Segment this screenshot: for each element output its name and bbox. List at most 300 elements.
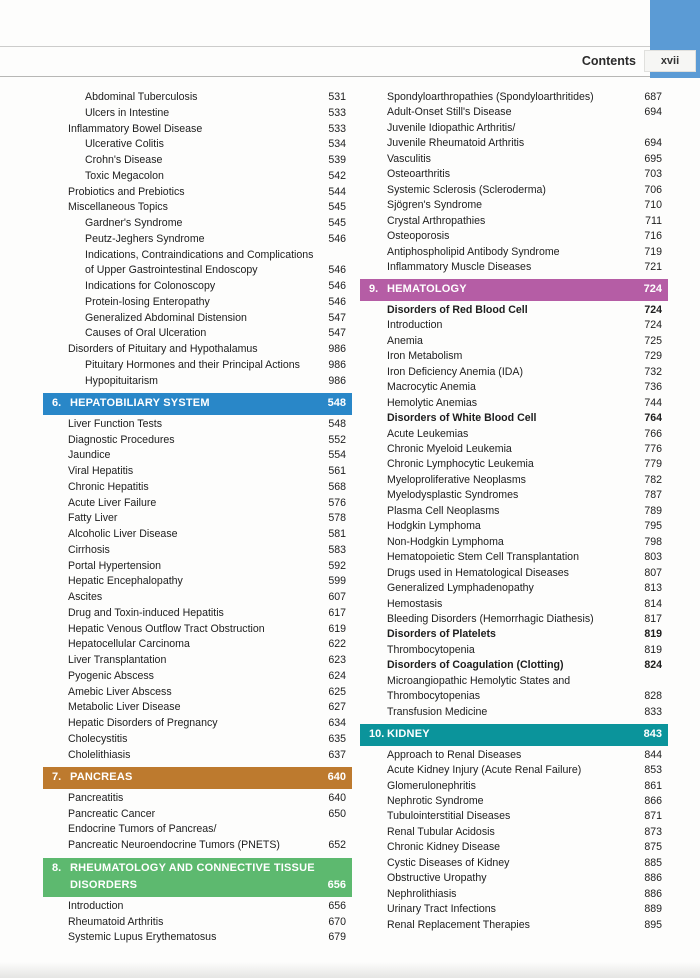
toc-entry (43, 748, 352, 764)
toc-column-left (43, 90, 352, 946)
toc-entry (360, 918, 668, 933)
toc-entry (43, 915, 352, 931)
toc-entry-title: Introduction (68, 899, 124, 912)
toc-entry-page: 545 (328, 201, 346, 214)
toc-entry-title: Vasculitis (387, 152, 431, 165)
toc-entry-page: 637 (328, 748, 346, 761)
toc-entry (43, 930, 352, 946)
toc-entry-title: Chronic Myeloid Leukemia (387, 443, 512, 456)
toc-entry (43, 200, 352, 216)
toc-section-number: 7. (52, 771, 62, 784)
toc-entry (43, 637, 352, 653)
toc-section-number: 8. (52, 861, 62, 874)
toc-entry-page: 542 (328, 169, 346, 182)
toc-section-page: 548 (327, 397, 346, 410)
toc-entry-page: 624 (328, 669, 346, 682)
toc-entry-title: Liver Transplantation (68, 654, 167, 666)
toc-section-page: 724 (643, 283, 662, 296)
toc-entry-title: Gardner's Syndrome (85, 217, 183, 229)
toc-entry-page: 814 (644, 597, 662, 610)
toc-entry-title: Jaundice (68, 449, 111, 462)
toc-entry-title: Alcoholic Liver Disease (68, 528, 178, 540)
toc-entry-title: Urinary Tract Infections (387, 903, 496, 916)
toc-entry-page: 546 (328, 232, 346, 245)
toc-entry (43, 511, 352, 527)
toc-entry-title: Hodgkin Lymphoma (387, 520, 481, 533)
toc-entry-page: 710 (644, 199, 662, 212)
toc-entry-page: 554 (328, 449, 346, 462)
toc-section-header (43, 393, 352, 415)
toc-entry-title: Hepatic Disorders of Pregnancy (68, 717, 218, 729)
toc-entry-title: Abdominal Tuberculosis (85, 91, 198, 103)
toc-entry-title: Juvenile Idiopathic Arthritis/ (387, 121, 516, 134)
page-bottom-shadow (0, 962, 700, 978)
toc-entry-title: Crohn's Disease (85, 154, 163, 166)
toc-entry-page: 721 (644, 260, 662, 273)
toc-entry (360, 748, 668, 763)
toc-entry-title: Pancreatitis (68, 791, 124, 804)
toc-entry-title: Indications, Contraindications and Complications (85, 248, 314, 261)
toc-entry-page: 533 (328, 122, 346, 135)
toc-entry (360, 214, 668, 229)
toc-entry-title: Antiphospholipid Antibody Syndrome (387, 245, 560, 258)
toc-entry-page: 886 (644, 887, 662, 900)
toc-entry-page: 544 (328, 185, 346, 198)
toc-entry-page: 687 (644, 91, 662, 103)
toc-entry-title: Pyogenic Abscess (68, 669, 154, 682)
toc-entry (360, 612, 668, 627)
toc-entry-page: 724 (644, 303, 662, 316)
toc-entry (360, 245, 668, 260)
toc-entry-title: Probiotics and Prebiotics (68, 185, 185, 198)
toc-entry (43, 732, 352, 748)
toc-entry-title: Obstructive Uropathy (387, 872, 487, 885)
toc-entry-page: 640 (328, 791, 346, 804)
toc-entry (43, 185, 352, 201)
toc-entry (43, 543, 352, 559)
toc-entry-title: Sjögren's Syndrome (387, 199, 483, 212)
toc-entry-title: Systemic Sclerosis (Scleroderma) (387, 183, 546, 196)
toc-entry-title: Acute Kidney Injury (Acute Renal Failure) (387, 764, 582, 777)
toc-entry-title: Ascites (68, 591, 103, 603)
toc-entry (43, 822, 352, 854)
toc-entry-title: Approach to Renal Diseases (387, 748, 522, 761)
toc-entry-title: Osteoporosis (387, 230, 450, 243)
toc-entry (360, 840, 668, 855)
toc-entry (43, 248, 352, 280)
toc-entry (360, 627, 668, 642)
toc-entry (360, 581, 668, 596)
toc-entry-page: 861 (644, 779, 662, 792)
toc-entry-page: 853 (644, 764, 662, 777)
toc-entry-page: 694 (644, 137, 662, 150)
toc-section-number: 9. (369, 283, 379, 296)
toc-entry-title: Thrombocytopenias (387, 690, 481, 703)
toc-entry-title: Disorders of Pituitary and Hypothalamus (68, 343, 258, 355)
toc-entry-page: 703 (644, 168, 662, 181)
folio-page-number: xvii (644, 50, 696, 72)
toc-entry-title: Portal Hypertension (68, 559, 162, 572)
toc-entry-page: 817 (644, 613, 662, 625)
toc-entry-title: Spondyloarthropathies (Spondyloarthritides) (387, 91, 594, 103)
toc-entry-title: Disorders of Coagulation (Clotting) (387, 659, 564, 672)
toc-section-header (360, 724, 668, 746)
toc-entry (360, 318, 668, 333)
toc-entry (360, 825, 668, 840)
toc-entry-page: 539 (328, 154, 346, 166)
toc-section-title: HEMATOLOGY (387, 283, 467, 296)
toc-entry-page: 694 (644, 106, 662, 119)
toc-entry-title: Acute Liver Failure (68, 496, 157, 509)
toc-entry-page: 607 (328, 591, 346, 603)
toc-entry-title: Iron Metabolism (387, 350, 463, 363)
toc-entry-page: 634 (328, 717, 346, 729)
toc-entry (360, 566, 668, 581)
toc-entry-page: 724 (644, 319, 662, 332)
toc-entry (360, 488, 668, 503)
toc-section-title: DISORDERS (70, 879, 138, 892)
toc-section-page: 640 (327, 771, 346, 784)
toc-entry (43, 358, 352, 374)
toc-entry-page: 782 (644, 473, 662, 486)
toc-entry (360, 121, 668, 152)
toc-entry (43, 590, 352, 606)
toc-entry-page: 986 (328, 374, 346, 387)
toc-entry (360, 535, 668, 550)
toc-entry (360, 411, 668, 426)
toc-entry-title: Iron Deficiency Anemia (IDA) (387, 365, 524, 378)
toc-entry-title: Cholelithiasis (68, 748, 131, 761)
toc-entry (360, 519, 668, 534)
toc-entry-title: Introduction (387, 319, 443, 332)
toc-entry-page: 885 (644, 856, 662, 869)
toc-entry-title: Chronic Hepatitis (68, 480, 149, 493)
toc-entry-title: Anemia (387, 334, 423, 347)
toc-entry (360, 105, 668, 120)
toc-section-page: 843 (643, 728, 662, 741)
toc-entry-title: Disorders of White Blood Cell (387, 412, 537, 425)
toc-entry-title: Drug and Toxin-induced Hepatitis (68, 606, 224, 619)
toc-entry-page: 716 (644, 230, 662, 243)
toc-section-header (43, 767, 352, 789)
toc-entry-title: Bleeding Disorders (Hemorrhagic Diathesis) (387, 613, 594, 625)
toc-entry-title: Hematopoietic Stem Cell Transplantation (387, 551, 579, 564)
toc-entry (43, 90, 352, 106)
toc-entry-page: 576 (328, 496, 346, 509)
toc-entry-title: Transfusion Medicine (387, 705, 488, 718)
toc-entry-title: Toxic Megacolon (85, 169, 164, 182)
toc-entry-title: Myeloproliferative Neoplasms (387, 473, 526, 486)
toc-entry (360, 763, 668, 778)
toc-entry-title: Cystic Diseases of Kidney (387, 856, 510, 869)
toc-entry (43, 169, 352, 185)
toc-entry (360, 457, 668, 472)
toc-entry (360, 90, 668, 105)
toc-entry (43, 559, 352, 575)
toc-entry-title: Cholecystitis (68, 732, 128, 745)
toc-entry-title: Chronic Lymphocytic Leukemia (387, 458, 534, 471)
toc-column-right (360, 90, 668, 933)
toc-entry-title: Juvenile Rheumatoid Arthritis (387, 137, 525, 150)
toc-entry-page: 547 (328, 311, 346, 324)
toc-entry (360, 794, 668, 809)
toc-entry-page: 871 (644, 810, 662, 823)
toc-entry (43, 374, 352, 390)
toc-entry-title: Drugs used in Hematological Diseases (387, 566, 569, 579)
toc-entry-title: Adult-Onset Still's Disease (387, 106, 512, 119)
toc-entry (43, 807, 352, 823)
toc-entry-page: 625 (328, 685, 346, 698)
toc-entry-title: Macrocytic Anemia (387, 381, 476, 394)
toc-entry-title: Diagnostic Procedures (68, 433, 175, 446)
toc-entry-page: 552 (328, 433, 346, 446)
toc-entry (43, 342, 352, 358)
toc-entry-title: Inflammatory Bowel Disease (68, 122, 203, 135)
toc-entry-page: 844 (644, 748, 662, 761)
toc-entry-title: of Upper Gastrointestinal Endoscopy (85, 264, 258, 277)
toc-entry (360, 183, 668, 198)
toc-entry (360, 887, 668, 902)
toc-section-title: RHEUMATOLOGY AND CONNECTIVE TISSUE (70, 861, 315, 874)
toc-entry-title: Endocrine Tumors of Pancreas/ (68, 823, 217, 836)
toc-entry (360, 380, 668, 395)
running-header-band (0, 46, 700, 77)
toc-entry-title: Rheumatoid Arthritis (68, 915, 164, 928)
toc-entry-page: 766 (644, 427, 662, 440)
toc-entry-page: 886 (644, 872, 662, 885)
toc-entry (43, 496, 352, 512)
toc-entry-title: Non-Hodgkin Lymphoma (387, 535, 504, 548)
toc-entry-page: 617 (328, 606, 346, 619)
toc-entry-title: Generalized Abdominal Distension (85, 311, 247, 324)
toc-entry (360, 303, 668, 318)
toc-entry (43, 527, 352, 543)
toc-entry-title: Causes of Oral Ulceration (85, 327, 207, 340)
toc-entry-page: 578 (328, 512, 346, 525)
toc-entry (43, 669, 352, 685)
toc-entry-page: 819 (644, 643, 662, 656)
toc-entry (360, 152, 668, 167)
toc-section-number: 6. (52, 397, 62, 410)
toc-entry (360, 902, 668, 917)
toc-entry (43, 417, 352, 433)
toc-entry-title: Pancreatic Neuroendocrine Tumors (PNETS) (68, 839, 280, 851)
toc-entry (360, 779, 668, 794)
toc-entry-title: Nephrotic Syndrome (387, 795, 484, 808)
toc-entry-title: Systemic Lupus Erythematosus (68, 931, 217, 944)
toc-entry-title: Hepatocellular Carcinoma (68, 638, 190, 651)
toc-entry (43, 326, 352, 342)
toc-entry-title: Glomerulonephritis (387, 779, 476, 792)
toc-entry-title: Microangiopathic Hemolytic States and (387, 674, 571, 687)
toc-entry (360, 597, 668, 612)
toc-entry-title: Inflammatory Muscle Diseases (387, 260, 532, 273)
toc-entry (43, 464, 352, 480)
toc-entry (360, 365, 668, 380)
toc-entry-page: 736 (644, 381, 662, 394)
toc-entry (43, 153, 352, 169)
toc-entry-page: 545 (328, 217, 346, 229)
toc-entry (360, 198, 668, 213)
toc-entry-page: 725 (644, 334, 662, 347)
toc-entry (43, 700, 352, 716)
toc-entry-title: Hypopituitarism (85, 374, 159, 387)
toc-entry-page: 622 (328, 638, 346, 651)
toc-entry (360, 349, 668, 364)
toc-entry-page: 534 (328, 138, 346, 151)
toc-entry-page: 652 (328, 839, 346, 851)
toc-entry-title: Disorders of Platelets (387, 628, 496, 641)
toc-section-number: 10. (369, 728, 385, 741)
toc-entry (43, 295, 352, 311)
toc-entry-title: Metabolic Liver Disease (68, 701, 181, 714)
toc-entry-title: Nephrolithiasis (387, 887, 457, 900)
toc-section-header (43, 858, 352, 897)
toc-entry-title: Hemostasis (387, 597, 443, 610)
toc-entry-page: 764 (644, 412, 662, 425)
toc-entry (43, 574, 352, 590)
toc-entry-title: Myelodysplastic Syndromes (387, 489, 519, 502)
toc-entry-page: 889 (644, 903, 662, 916)
toc-entry-title: Hemolytic Anemias (387, 396, 478, 409)
toc-entry (360, 442, 668, 457)
toc-entry (43, 448, 352, 464)
toc-entry (360, 856, 668, 871)
toc-entry-page: 581 (328, 528, 346, 540)
toc-entry (360, 396, 668, 411)
toc-entry-title: Renal Replacement Therapies (387, 918, 530, 931)
toc-entry (43, 122, 352, 138)
toc-entry-page: 895 (644, 918, 662, 931)
toc-entry-title: Chronic Kidney Disease (387, 841, 501, 854)
toc-entry-title: Ulcerative Colitis (85, 138, 164, 151)
toc-entry-page: 719 (644, 245, 662, 258)
toc-entry (43, 685, 352, 701)
toc-entry-page: 583 (328, 543, 346, 556)
toc-entry-page: 828 (644, 690, 662, 703)
toc-entry (360, 473, 668, 488)
toc-entry (43, 791, 352, 807)
toc-entry-page: 795 (644, 520, 662, 533)
toc-entry-title: Crystal Arthropathies (387, 214, 486, 227)
toc-entry-title: Pancreatic Cancer (68, 807, 156, 820)
toc-entry-title: Miscellaneous Topics (68, 201, 168, 214)
toc-entry-page: 623 (328, 654, 346, 666)
toc-entry (360, 705, 668, 720)
toc-entry (360, 504, 668, 519)
toc-entry-page: 627 (328, 701, 346, 714)
toc-entry (43, 606, 352, 622)
toc-entry-page: 533 (328, 106, 346, 119)
toc-entry (360, 658, 668, 673)
toc-entry-page: 833 (644, 705, 662, 718)
toc-entry-page: 561 (328, 465, 346, 477)
toc-entry-title: Hepatic Encephalopathy (68, 575, 183, 588)
toc-entry-title: Indications for Colonoscopy (85, 280, 216, 292)
toc-entry-title: Plasma Cell Neoplasms (387, 504, 500, 517)
toc-entry-page: 813 (644, 582, 662, 595)
toc-entry-page: 592 (328, 559, 346, 572)
toc-entry-page: 548 (328, 417, 346, 430)
toc-entry-page: 599 (328, 575, 346, 588)
toc-entry (360, 674, 668, 705)
toc-entry-page: 803 (644, 551, 662, 564)
toc-entry-title: Liver Function Tests (68, 417, 163, 430)
toc-entry-page: 798 (644, 535, 662, 548)
toc-entry (43, 716, 352, 732)
toc-entry-page: 729 (644, 350, 662, 363)
contents-header-label: Contents (581, 54, 636, 68)
toc-entry (360, 334, 668, 349)
toc-entry-page: 670 (328, 915, 346, 928)
toc-entry (43, 216, 352, 232)
toc-entry-page: 776 (644, 443, 662, 456)
toc-entry-page: 547 (328, 327, 346, 340)
toc-entry (360, 229, 668, 244)
toc-entry-page: 875 (644, 841, 662, 854)
toc-entry-page: 679 (328, 931, 346, 944)
toc-entry (43, 899, 352, 915)
toc-entry (43, 311, 352, 327)
toc-entry-page: 531 (328, 91, 346, 103)
toc-entry-page: 819 (644, 628, 662, 641)
toc-entry (360, 871, 668, 886)
toc-entry-title: Amebic Liver Abscess (68, 685, 172, 698)
toc-entry-title: Peutz-Jeghers Syndrome (85, 232, 205, 245)
toc-entry-page: 824 (644, 659, 662, 672)
toc-entry (43, 480, 352, 496)
toc-entry-page: 807 (644, 566, 662, 579)
toc-entry-page: 986 (328, 343, 346, 355)
toc-entry-page: 986 (328, 358, 346, 371)
toc-entry-page: 744 (644, 396, 662, 409)
toc-entry-title: Acute Leukemias (387, 427, 469, 440)
toc-section-title: KIDNEY (387, 728, 430, 741)
toc-entry-page: 866 (644, 795, 662, 808)
toc-entry-page: 546 (328, 295, 346, 308)
toc-entry-page: 568 (328, 480, 346, 493)
toc-entry-page: 873 (644, 825, 662, 838)
toc-entry (43, 653, 352, 669)
toc-entry-page: 787 (644, 489, 662, 502)
toc-entry-page: 546 (328, 264, 346, 277)
toc-entry (360, 167, 668, 182)
toc-entry-title: Renal Tubular Acidosis (387, 825, 495, 838)
toc-entry (360, 427, 668, 442)
toc-section-title: HEPATOBILIARY SYSTEM (70, 397, 210, 410)
toc-entry (43, 106, 352, 122)
toc-entry-title: Ulcers in Intestine (85, 106, 170, 119)
toc-entry-page: 546 (328, 280, 346, 292)
toc-entry-page: 789 (644, 504, 662, 517)
toc-entry-title: Cirrhosis (68, 543, 110, 556)
toc-section-header (360, 279, 668, 301)
toc-entry (43, 622, 352, 638)
toc-entry (360, 550, 668, 565)
toc-entry-page: 656 (328, 899, 346, 912)
toc-entry-title: Protein-losing Enteropathy (85, 295, 210, 308)
toc-entry (43, 232, 352, 248)
toc-entry-page: 650 (328, 807, 346, 820)
toc-entry-page: 695 (644, 152, 662, 165)
toc-entry-title: Disorders of Red Blood Cell (387, 303, 528, 316)
toc-entry (360, 809, 668, 824)
toc-entry (43, 433, 352, 449)
toc-section-page: 656 (327, 879, 346, 892)
toc-entry-title: Viral Hepatitis (68, 465, 134, 477)
toc-entry-page: 635 (328, 732, 346, 745)
toc-section-title: PANCREAS (70, 771, 133, 784)
